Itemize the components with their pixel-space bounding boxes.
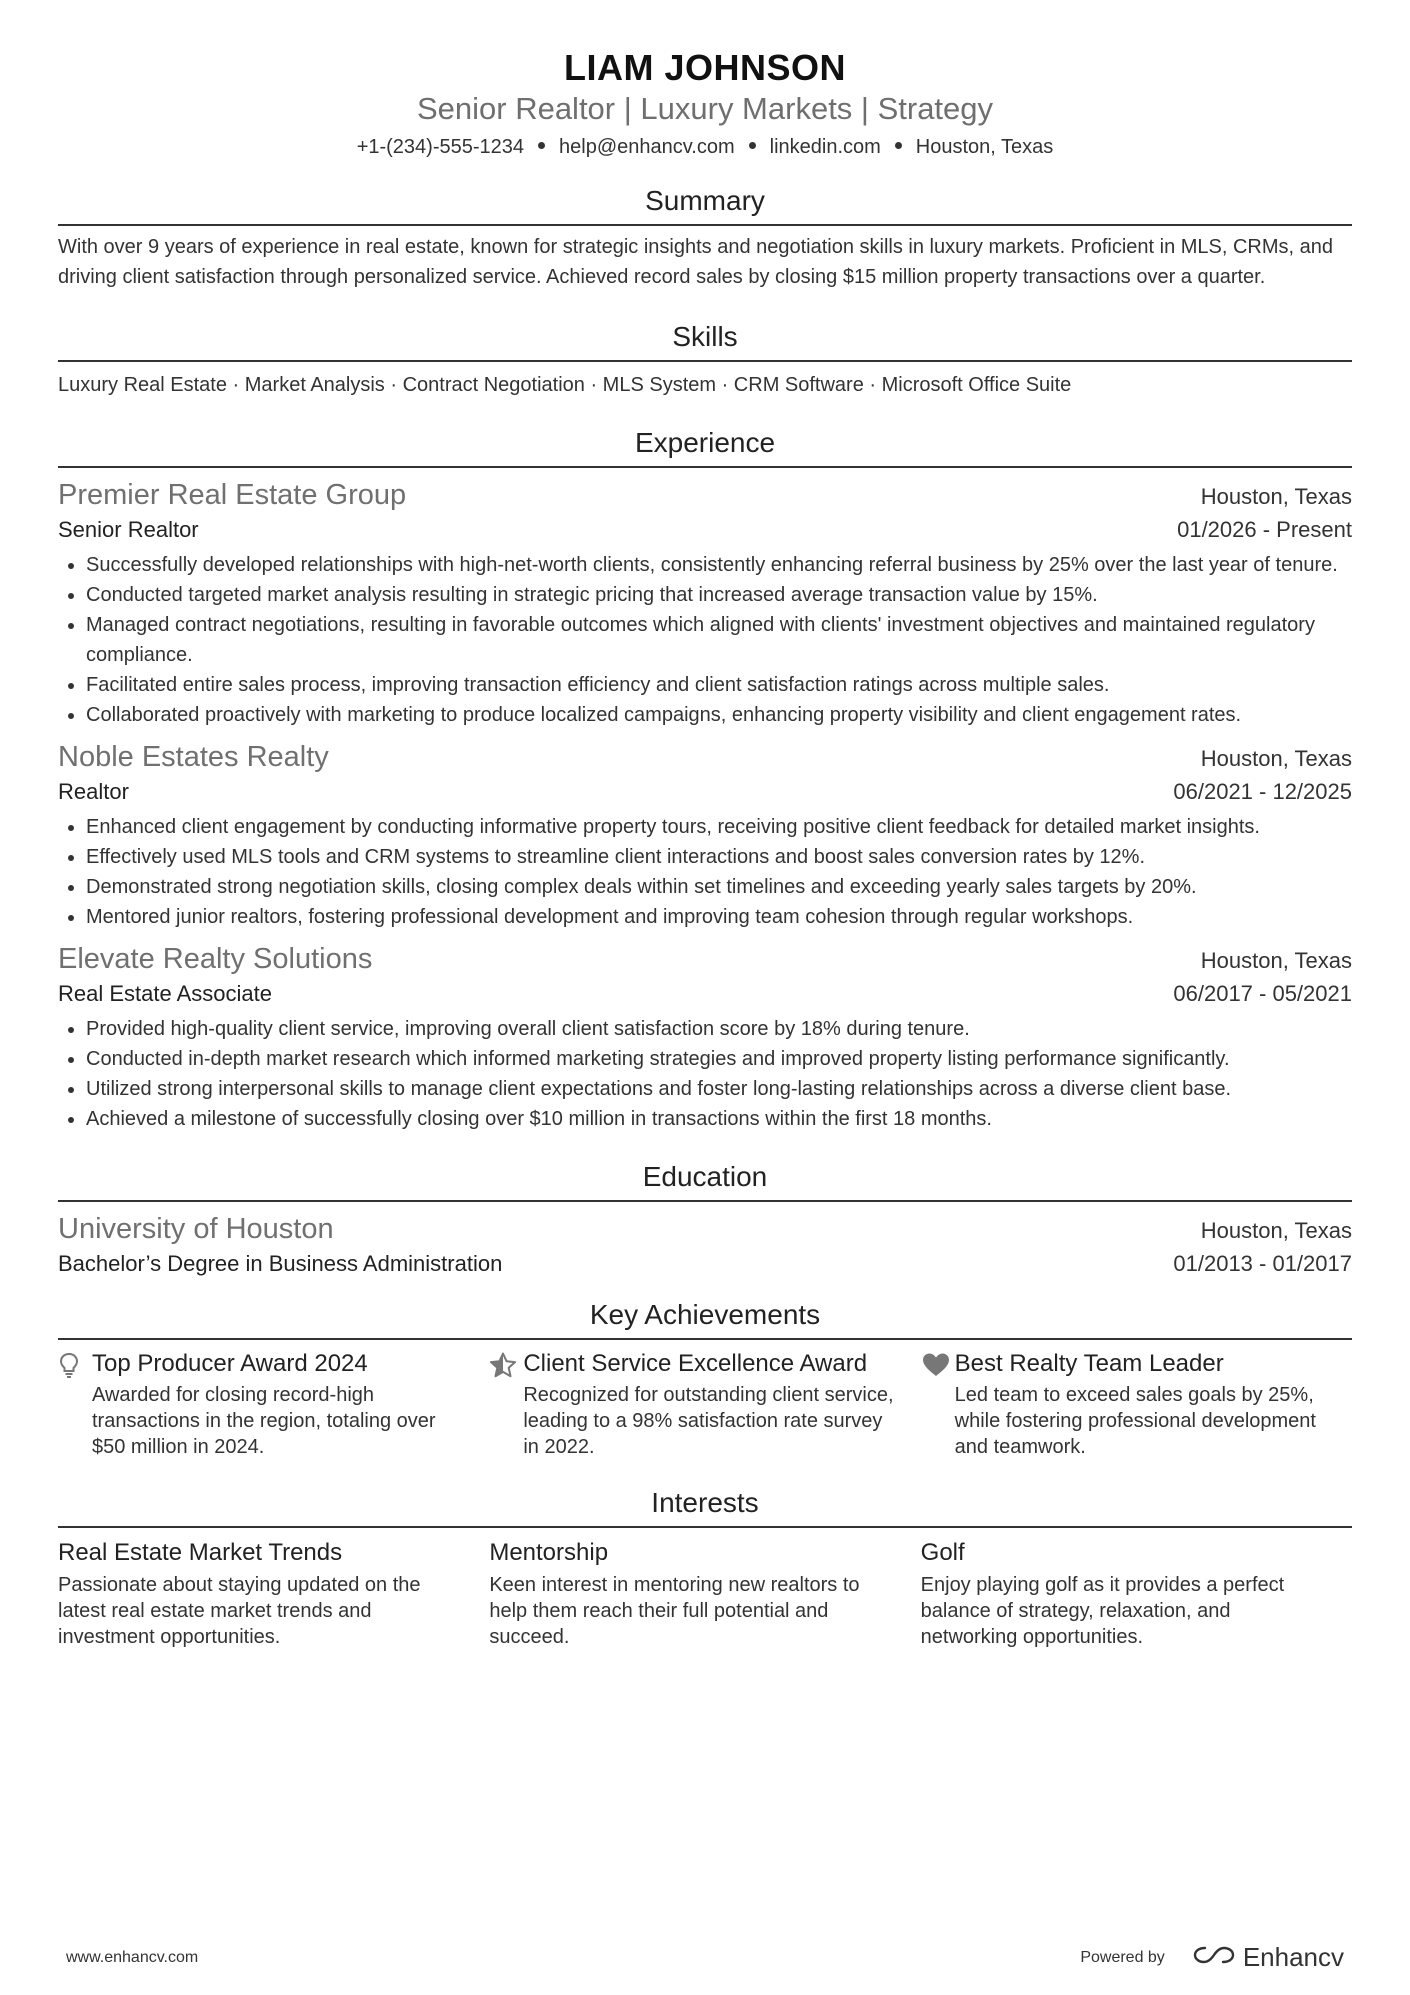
skills-list: Luxury Real Estate · Market Analysis · Contract Negotiation · MLS System · CRM Software · Microsoft Office Suite (58, 374, 1072, 396)
heart-icon (921, 1348, 955, 1460)
list-item: • Managed contract negotiations, resulting in favorable outcomes which aligned with clients' investment objectives and maintained regulatory compliance. (86, 610, 1352, 670)
list-item: • Utilized strong interpersonal skills to manage client expectations and foster long-lasting relationships across a diverse client base. (86, 1074, 1352, 1104)
interest-item (489, 1536, 920, 1650)
achievement-desc: Led team to exceed sales goals by 25%, while fostering professional development and teamwork. (954, 1384, 1316, 1458)
job-bullets (58, 1014, 1352, 1134)
list-item: • Effectively used MLS tools and CRM systems to streamline client interactions and boost sales conversion rates by 12%. (86, 842, 1352, 872)
list-item: • Conducted in-depth market research which informed marketing strategies and improved property listing performance significantly. (86, 1044, 1352, 1074)
job-entry (58, 738, 1352, 932)
job-dates: 06/2021 - 12/2025 (1173, 779, 1352, 804)
interest-desc: Keen interest in mentoring new realtors to help them reach their full potential and succeed. (489, 1574, 860, 1648)
summary-text: With over 9 years of experience in real estate, known for strategic insights and negotiation skills in luxury markets. Proficient in MLS, CRMs, and driving client satisfaction through personalized service. Achieved record sales by closing $15 million property transactions over a quarter. (58, 236, 1334, 288)
education-entry (58, 1210, 1352, 1280)
job-role: Real Estate Associate (58, 981, 273, 1006)
job-location: Houston, Texas (1200, 484, 1352, 509)
footer-url[interactable]: www.enhancv.com (66, 1948, 199, 1966)
section-title: Skills (58, 320, 1352, 362)
achievement-item (58, 1348, 489, 1460)
achievement-item (921, 1348, 1352, 1460)
job-entry (58, 940, 1352, 1134)
contact-line (58, 134, 1352, 160)
achievement-item (489, 1348, 920, 1460)
achievement-title: Top Producer Award 2024 (92, 1350, 368, 1377)
summary-section (58, 184, 1352, 292)
achievements-section (58, 1298, 1352, 1460)
experience-section (58, 426, 1352, 1134)
list-item: • Conducted targeted market analysis resulting in strategic pricing that increased average transaction value by 15%. (86, 580, 1352, 610)
lightbulb-icon (58, 1348, 92, 1460)
powered-by (1080, 1942, 1344, 1973)
bullet-separator (895, 142, 902, 149)
list-item: • Successfully developed relationships with high-net-worth clients, consistently enhancing referral business by 25% over the last year of tenure. (86, 550, 1352, 580)
section-title: Experience (58, 426, 1352, 468)
section-title: Key Achievements (58, 1298, 1352, 1340)
bullet-separator (749, 142, 756, 149)
degree: Bachelor’s Degree in Business Administration (58, 1251, 503, 1276)
job-role: Senior Realtor (58, 517, 199, 542)
powered-by-label: Powered by (1080, 1948, 1165, 1966)
candidate-title: Senior Realtor | Luxury Markets | Strategy (416, 91, 994, 126)
list-item: • Enhanced client engagement by conducting informative property tours, receiving positive client feedback for detailed market insights. (86, 812, 1352, 842)
job-bullets (58, 550, 1352, 730)
candidate-name: LIAM JOHNSON (563, 47, 846, 88)
star-icon (489, 1348, 523, 1460)
education-dates: 01/2013 - 01/2017 (1173, 1251, 1352, 1276)
job-location: Houston, Texas (1200, 948, 1352, 973)
interest-title: Real Estate Market Trends (58, 1539, 343, 1566)
education-section (58, 1160, 1352, 1280)
school-name: University of Houston (58, 1213, 334, 1245)
skills-section (58, 320, 1352, 400)
page-footer (66, 1942, 1344, 1973)
list-item: • Facilitated entire sales process, improving transaction efficiency and client satisfaction ratings across multiple sales. (86, 670, 1352, 700)
location: Houston, Texas (915, 136, 1054, 158)
job-role: Realtor (58, 779, 129, 804)
interest-title: Golf (920, 1539, 965, 1566)
brand-name: Enhancv (1242, 1942, 1344, 1972)
list-item: • Provided high-quality client service, improving overall client satisfaction score by 18% during tenure. (86, 1014, 1352, 1044)
section-title: Summary (58, 184, 1352, 226)
section-title: Education (58, 1160, 1352, 1202)
school-location: Houston, Texas (1200, 1218, 1352, 1243)
interest-item (58, 1536, 489, 1650)
list-item: • Mentored junior realtors, fostering professional development and improving team cohesion through regular workshops. (86, 902, 1352, 932)
phone: +1-(234)-555-1234 (356, 136, 525, 158)
company-name: Premier Real Estate Group (58, 479, 407, 511)
job-dates: 01/2026 - Present (1177, 517, 1352, 542)
linkedin-link[interactable]: linkedin.com (769, 136, 881, 158)
job-dates: 06/2017 - 05/2021 (1173, 981, 1352, 1006)
interest-item (921, 1536, 1352, 1650)
enhancv-logo-icon (1191, 1943, 1237, 1972)
interest-desc: Passionate about staying updated on the latest real estate market trends and investment opportunities. (58, 1574, 421, 1648)
interest-desc: Enjoy playing golf as it provides a perfect balance of strategy, relaxation, and networking opportunities. (920, 1574, 1285, 1648)
resume-header (58, 46, 1352, 160)
job-entry (58, 476, 1352, 730)
interests-section (58, 1486, 1352, 1650)
bullet-separator (538, 142, 545, 149)
list-item: • Achieved a milestone of successfully closing over $10 million in transactions within the first 18 months. (86, 1104, 1352, 1134)
company-name: Elevate Realty Solutions (58, 943, 373, 975)
company-name: Noble Estates Realty (58, 741, 329, 773)
email[interactable]: help@enhancv.com (559, 136, 735, 158)
job-bullets (58, 812, 1352, 932)
achievement-desc: Awarded for closing record-high transactions in the region, totaling over $50 million in 2024. (92, 1384, 436, 1458)
section-title: Interests (58, 1486, 1352, 1528)
interest-title: Mentorship (489, 1539, 609, 1566)
list-item: • Demonstrated strong negotiation skills, closing complex deals within set timelines and exceeding yearly sales targets by 20%. (86, 872, 1352, 902)
job-location: Houston, Texas (1200, 746, 1352, 771)
achievement-title: Client Service Excellence Award (523, 1350, 868, 1377)
achievement-title: Best Realty Team Leader (954, 1350, 1224, 1377)
achievement-desc: Recognized for outstanding client service, leading to a 98% satisfaction rate survey in 2022. (523, 1384, 894, 1458)
list-item: • Collaborated proactively with marketing to produce localized campaigns, enhancing property visibility and client engagement rates. (86, 700, 1352, 730)
